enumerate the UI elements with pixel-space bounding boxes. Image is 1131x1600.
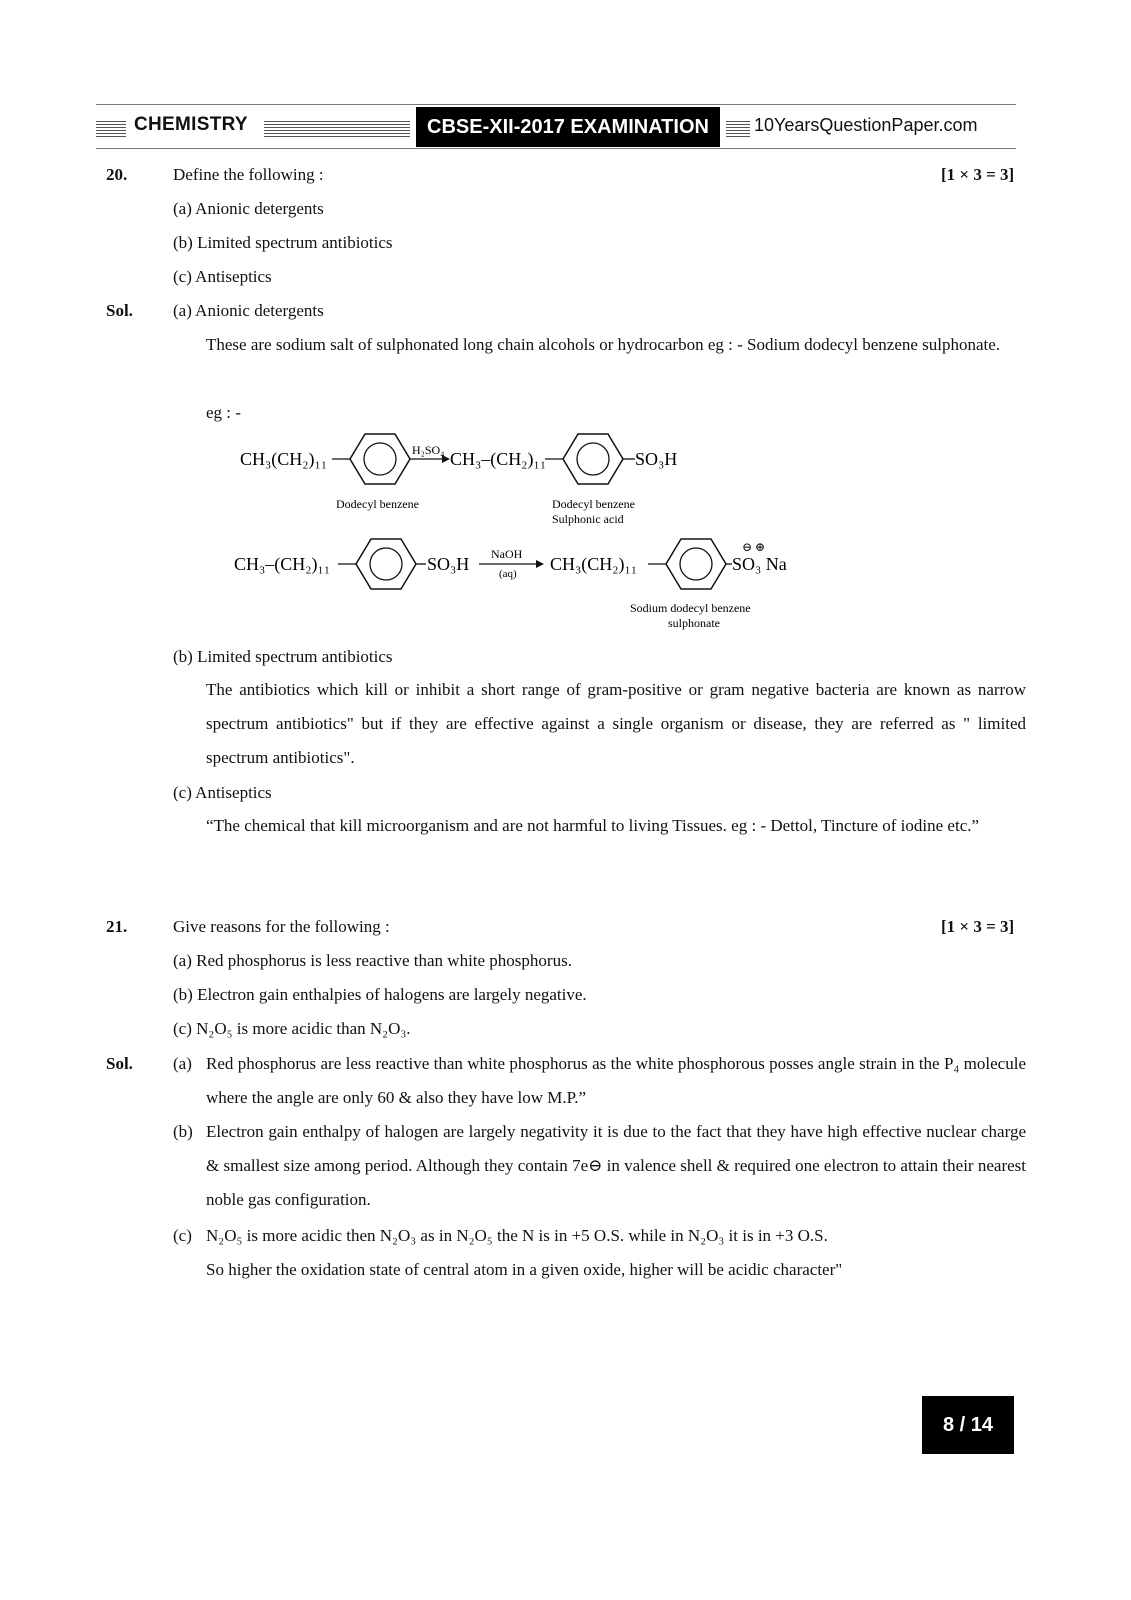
- rx2-reagent-bottom: (aq): [499, 568, 517, 580]
- rx1-reagent: H₂SO₄: [412, 443, 445, 457]
- rx2-product-prefix: CH₃(CH₂)₁₁: [550, 554, 638, 574]
- exam-title: CBSE-XII-2017 EXAMINATION: [416, 107, 720, 147]
- solution-part-title: (a) Anionic detergents: [173, 301, 324, 320]
- example-label: eg : -: [206, 403, 241, 422]
- rx2-reactant-group: SO₃H: [427, 554, 470, 574]
- question-number: 20.: [106, 165, 128, 184]
- rx1-reactant: CH₃(CH₂)₁₁: [240, 449, 328, 469]
- question-item: (b) Electron gain enthalpies of halogens are largely negative.: [173, 985, 587, 1004]
- page-number: 8 / 14: [922, 1396, 1014, 1454]
- solution-part-label: (a): [173, 1054, 192, 1073]
- benzene-ring-icon: [350, 434, 410, 484]
- solution-paragraph: These are sodium salt of sulphonated long chain alcohols or hydrocarbon eg : - Sodium dodecyl benzene sulphonate.: [206, 335, 1001, 354]
- header-top-rule: [96, 104, 1016, 105]
- subject-title: CHEMISTRY: [134, 114, 248, 135]
- solution-label: Sol.: [106, 301, 133, 320]
- question-marks: [1 × 3 = 3]: [941, 165, 1015, 184]
- rx2-reagent-top: NaOH: [491, 547, 523, 561]
- solution-paragraph: “The chemical that kill microorganism and are not harmful to living Tissues. eg : - Dettol, Tincture of iodine etc.”: [206, 816, 980, 835]
- rx2-label: Sodium dodecyl benzene: [630, 601, 751, 615]
- question-item: (a) Red phosphorus is less reactive than white phosphorus.: [173, 951, 572, 970]
- rx1-product-group: SO₃H: [635, 449, 678, 469]
- question-item: (c) Antiseptics: [173, 267, 272, 286]
- rx1-label-product: Dodecyl benzene: [552, 497, 635, 511]
- question-prompt: Give reasons for the following :: [173, 917, 390, 936]
- header-stripes-left: [96, 121, 126, 137]
- question-number: 21.: [106, 917, 128, 936]
- solution-paragraph: N₂O₅ is more acidic then N₂O₃ as in N₂O₅ the N is in +5 O.S. while in N₂O₃ it is in +3 O.S.: [206, 1226, 828, 1245]
- question-item: (a) Anionic detergents: [173, 199, 324, 218]
- benzene-ring-icon: [666, 539, 726, 589]
- question-marks: [1 × 3 = 3]: [941, 917, 1015, 936]
- rx1-product-prefix: CH₃–(CH₂)₁₁: [450, 449, 547, 469]
- question-item: (b) Limited spectrum antibiotics: [173, 233, 393, 252]
- header-stripes-mid: [264, 121, 410, 137]
- rx1-label-product: Sulphonic acid: [552, 512, 624, 526]
- solution-paragraph: The antibiotics which kill or inhibit a short range of gram-positive or gram negative bacteria are known as narrow spectrum antibiotics" but if they are effective against a single organism or disease, they are referred as " limited spectrum antibiotics".: [206, 680, 1026, 767]
- solution-part-label: (b): [173, 1122, 193, 1141]
- reaction-neutralisation: [220, 534, 820, 634]
- solution-label: Sol.: [106, 1054, 133, 1073]
- solution-paragraph: So higher the oxidation state of central atom in a given oxide, higher will be acidic character": [206, 1260, 843, 1279]
- question-item: (c) N₂O₅ is more acidic than N₂O₃.: [173, 1019, 411, 1038]
- solution-part-label: (c): [173, 1226, 192, 1245]
- question-prompt: Define the following :: [173, 165, 324, 184]
- solution-paragraph: Electron gain enthalpy of halogen are largely negativity it is due to the fact that they have high effective nuclear charge & smallest size among period. Although they contain 7e⊖ in valence shell & required one electron to attain their nearest noble gas configuration.: [206, 1122, 1026, 1209]
- benzene-ring-icon: [563, 434, 623, 484]
- rx2-label: sulphonate: [668, 616, 720, 630]
- header-bottom-rule: [96, 148, 1016, 149]
- solution-paragraph: Red phosphorus are less reactive than white phosphorus as the white phosphorous posses angle strain in the P₄ molecule where the angle are only 60 & also they have low M.P.”: [206, 1054, 1026, 1107]
- reaction-sulphonation: [220, 428, 820, 532]
- rx1-label-reactant: Dodecyl benzene: [336, 497, 419, 511]
- rx2-charges: ⊖ ⊕: [742, 540, 766, 554]
- benzene-ring-icon: [356, 539, 416, 589]
- rx2-reactant-prefix: CH₃–(CH₂)₁₁: [234, 554, 331, 574]
- site-name: 10YearsQuestionPaper.com: [754, 115, 978, 135]
- solution-part-title: (c) Antiseptics: [173, 783, 272, 802]
- header-stripes-right: [726, 121, 750, 137]
- solution-part-title: (b) Limited spectrum antibiotics: [173, 647, 393, 666]
- rx2-product-group: SO₃ Na: [732, 554, 787, 574]
- page-header: [96, 104, 1016, 150]
